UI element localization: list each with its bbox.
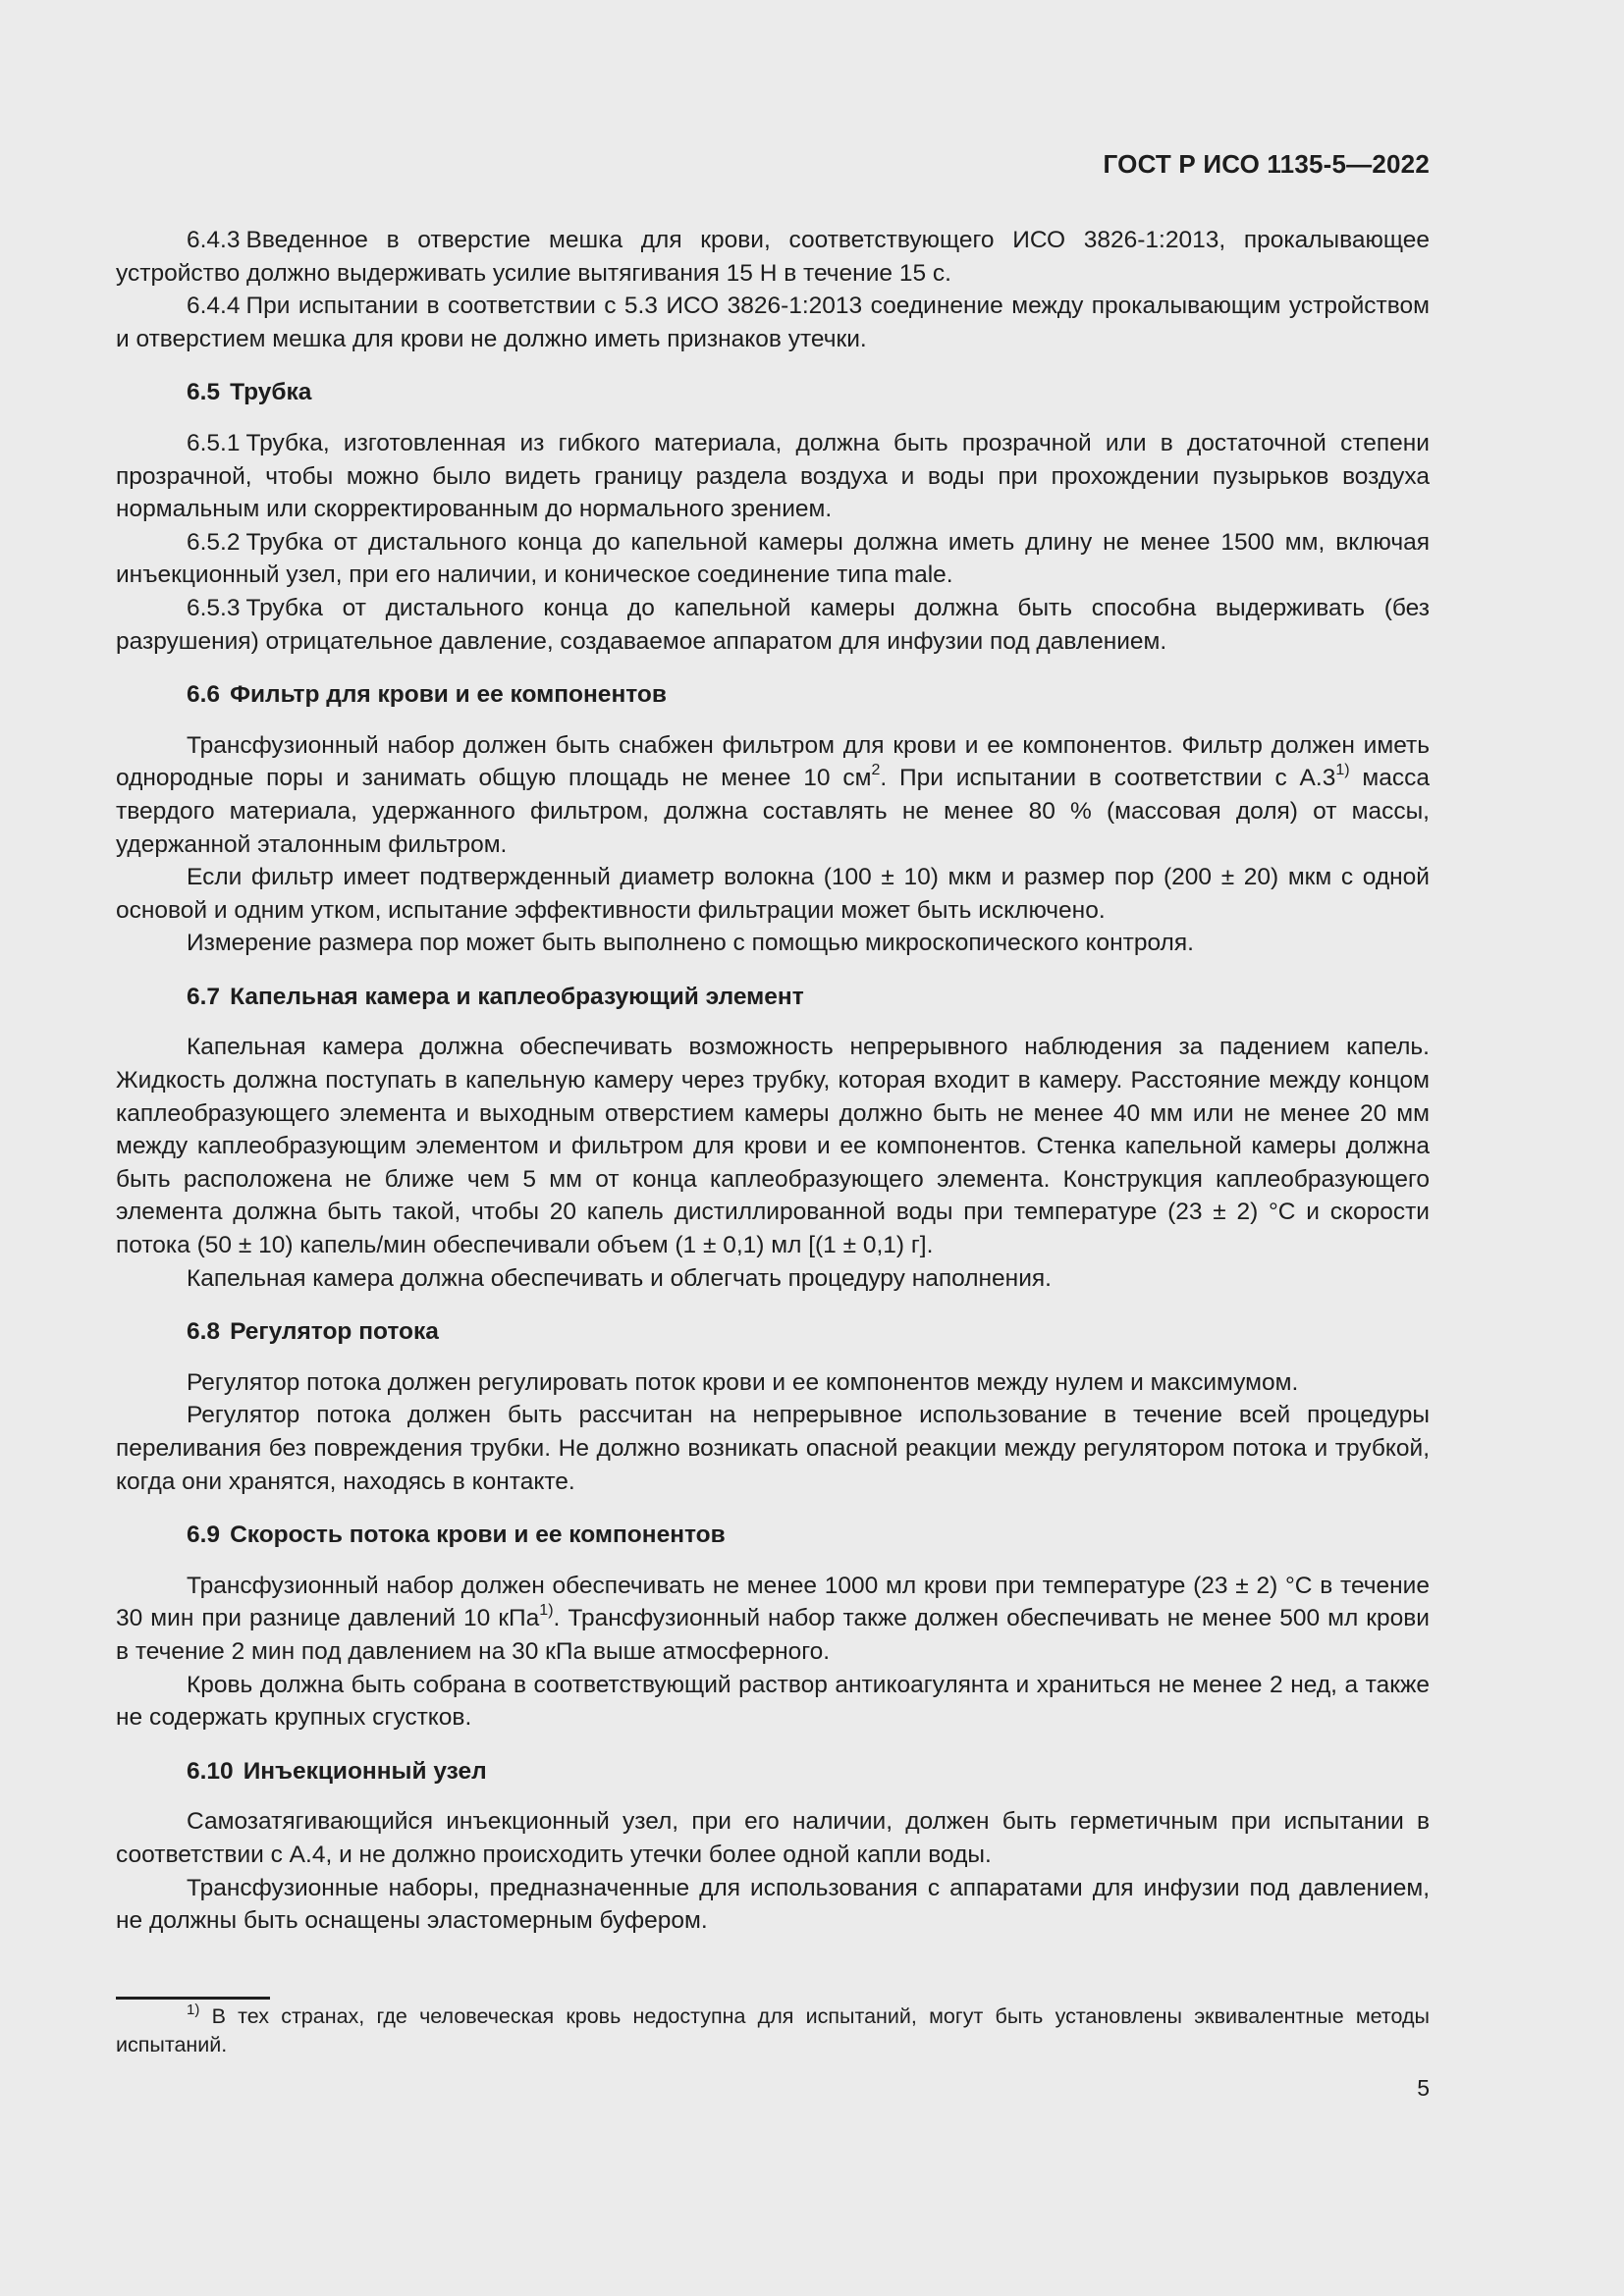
- paragraph-text: Капельная камера должна обеспечивать возможность непрерывного наблюдения за падением капель. Жидкость должна поступать в капельную камеру через трубку, которая входит в камеру. Расстояние между концом каплеобразующего элемента и выходным отверстием камеры должно быть не менее 40 мм или не менее 20 мм между каплеобразующим элементом и фильтром для крови и ее компонентов. Стенка капельной камеры должна быть расположена не ближе чем 5 мм от конца каплеобразующего элемента. Конструкция каплеобразующего элемента должна быть такой, чтобы 20 капель дистиллированной воды при температуре (23 ± 2) °С и скорости потока (50 ± 10) капель/мин обеспечивали объем (1 ± 0,1) мл [(1 ± 0,1) г].: [116, 1034, 1430, 1259]
- paragraph: [116, 224, 1430, 290]
- section-title: Регулятор потока: [230, 1318, 439, 1346]
- paragraph: [116, 1805, 1430, 1871]
- paragraph: [116, 861, 1430, 927]
- paragraph: [116, 1262, 1430, 1296]
- section-title: Инъекционный узел: [243, 1757, 487, 1785]
- paragraph-text: Трансфузионный набор должен быть снабжен фильтром для крови и ее компонентов. Фильтр должен иметь однородные поры и занимать общую площадь не менее 10 см: [116, 731, 1430, 792]
- section-heading: [116, 376, 1430, 409]
- paragraph: [116, 592, 1430, 658]
- footnote: [116, 2002, 1430, 2059]
- paragraph: [116, 729, 1430, 861]
- document-page: [116, 0, 1430, 2296]
- footnote-text: В тех странах, где человеческая кровь недоступна для испытаний, могут быть установлены эквивалентные методы испытаний.: [116, 2004, 1430, 2056]
- paragraph: [116, 1669, 1430, 1735]
- paragraph-text: масса твердого материала, удержанного фильтром, должна составлять не менее 80 % (массовая доля) от массы, удержанной эталонным фильтром.: [116, 765, 1431, 858]
- clause-number: 6.5.3: [187, 594, 241, 621]
- clause-number: 6.4.3: [187, 227, 241, 253]
- section-heading: [116, 1519, 1430, 1552]
- paragraph-text: Трубка, изготовленная из гибкого материала, должна быть прозрачной или в достаточной степени прозрачной, чтобы можно было видеть границу раздела воздуха и воды при прохождении пузырьков воздуха нормальным или скорректированным до нормального зрением.: [116, 429, 1430, 523]
- paragraph-text: Трансфузионный набор должен обеспечивать не менее 1000 мл крови при температуре (23 ± 2) °С в течение 30 мин при разнице давлений 10 кПа: [116, 1572, 1430, 1632]
- section-number: 6.7: [187, 983, 221, 1010]
- section-title: Трубка: [230, 379, 312, 406]
- paragraph-text: Измерение размера пор может быть выполнено с помощью микроскопического контроля.: [187, 930, 1194, 957]
- clause-number: 6.5.1: [187, 429, 241, 456]
- page-number: 5: [1417, 2075, 1430, 2101]
- paragraph-text: Кровь должна быть собрана в соответствующий раствор антикоагулянта и храниться не менее 2 нед, а также не содержать крупных сгустков.: [116, 1671, 1430, 1732]
- paragraph: [116, 427, 1430, 526]
- section-heading: [116, 1315, 1430, 1349]
- section-number: 6.6: [187, 681, 221, 709]
- paragraph-text: Введенное в отверстие мешка для крови, соответствующего ИСО 3826-1:2013, прокалывающее устройство должно выдерживать усилие вытягивания 15 Н в течение 15 с.: [116, 227, 1430, 287]
- paragraph-text: Трубка от дистального конца до капельной камеры должна иметь длину не менее 1500 мм, включая инъекционный узел, при его наличии, и коническое соединение типа male.: [116, 528, 1430, 589]
- section-number: 6.8: [187, 1318, 221, 1346]
- section-heading: [116, 981, 1430, 1014]
- section-heading: [116, 1755, 1430, 1789]
- superscript: 1): [539, 1602, 554, 1620]
- paragraph-text: Если фильтр имеет подтвержденный диаметр волокна (100 ± 10) мкм и размер пор (200 ± 20) мкм с одной основой и одним утком, испытание эффективности фильтрации может быть исключено.: [116, 864, 1430, 924]
- paragraph-text: Регулятор потока должен быть рассчитан на непрерывное использование в течение всей процедуры переливания без повреждения трубки. Не должно возникать опасной реакции между регулятором потока и трубкой, когда они хранятся, находясь в контакте.: [116, 1402, 1430, 1495]
- clause-number: 6.5.2: [187, 528, 241, 556]
- paragraph: [116, 1399, 1430, 1498]
- section-number: 6.10: [187, 1757, 234, 1785]
- paragraph: [116, 526, 1430, 592]
- superscript: 2: [871, 762, 881, 779]
- section-number: 6.9: [187, 1522, 221, 1549]
- section-heading: [116, 678, 1430, 712]
- paragraph-text: Трубка от дистального конца до капельной камеры должна быть способна выдерживать (без разрушения) отрицательное давление, создаваемое аппаратом для инфузии под давлением.: [116, 594, 1430, 655]
- paragraph-text: Капельная камера должна обеспечивать и облегчать процедуру наполнения.: [187, 1264, 1052, 1292]
- paragraph-text: Регулятор потока должен регулировать поток крови и ее компонентов между нулем и максимумом.: [187, 1368, 1299, 1396]
- paragraph: [116, 1031, 1430, 1261]
- paragraph: [116, 290, 1430, 355]
- section-title: Скорость потока крови и ее компонентов: [230, 1522, 726, 1549]
- superscript: 1): [1335, 762, 1350, 779]
- document-body: [116, 224, 1430, 1938]
- paragraph-text: Самозатягивающийся инъекционный узел, при его наличии, должен быть герметичным при испытании в соответствии с А.4, и не должно происходить утечки более одной капли воды.: [116, 1808, 1430, 1868]
- section-title: Фильтр для крови и ее компонентов: [230, 681, 667, 709]
- clause-number: 6.4.4: [187, 293, 241, 320]
- footnote-divider: [116, 1997, 270, 2000]
- paragraph-text: Трансфузионные наборы, предназначенные для использования с аппаратами для инфузии под давлением, не должны быть оснащены эластомерным буфером.: [116, 1874, 1430, 1935]
- paragraph-text: . При испытании в соответствии с А.3: [880, 765, 1336, 792]
- section-title: Капельная камера и каплеобразующий элемент: [230, 983, 804, 1010]
- paragraph-text: . Трансфузионный набор также должен обеспечивать не менее 500 мл крови в течение 2 мин под давлением на 30 кПа выше атмосферного.: [116, 1605, 1430, 1665]
- footnote-marker: 1): [187, 2002, 200, 2018]
- section-number: 6.5: [187, 379, 221, 406]
- paragraph: [116, 1872, 1430, 1938]
- document-header: ГОСТ Р ИСО 1135-5—2022: [1103, 149, 1430, 179]
- paragraph-text: При испытании в соответствии с 5.3 ИСО 3826-1:2013 соединение между прокалывающим устройством и отверстием мешка для крови не должно иметь признаков утечки.: [116, 293, 1430, 352]
- paragraph: [116, 927, 1430, 960]
- paragraph: [116, 1570, 1430, 1669]
- paragraph: [116, 1366, 1430, 1400]
